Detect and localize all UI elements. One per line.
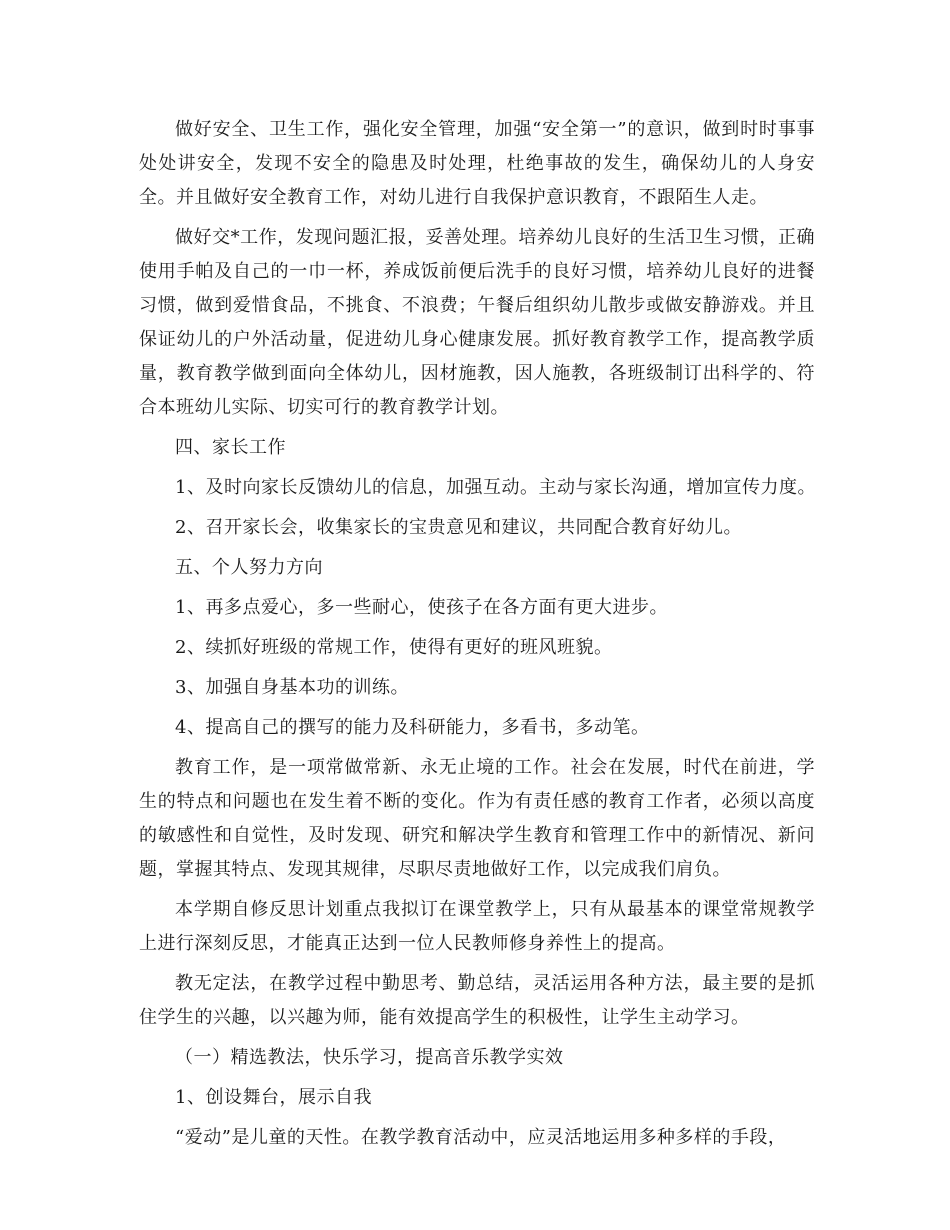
list-item-parent-1: 1、及时向家长反馈幼儿的信息，加强互动。主动与家长沟通，增加宣传力度。 xyxy=(175,477,816,498)
list-item-personal-2: 2、续抓好班级的常规工作，使得有更好的班风班貌。 xyxy=(175,637,613,658)
subheading-stage: 1、创设舞台，展示自我 xyxy=(175,1087,372,1108)
paragraph-education-work: 教育工作，是一项常做常新、永无止境的工作。社会在发展，时代在前进，学生的特点和问题也在发生着不断的变化。作为有责任感的教育工作者，必须以高度的敏感性和自觉性，及时发现、研究和解决学生教育和管理工作中的新情况、新问题，掌握其特点、发现其规律，尽职尽责地做好工作，以完成我们肩负。 xyxy=(139,757,815,880)
paragraph-reflection-plan: 本学期自修反思计划重点我拟订在课堂教学上，只有从最基本的课堂常规教学上进行深刻反思，才能真正达到一位人民教师修身养性上的提高。 xyxy=(139,899,815,954)
list-item-personal-3: 3、加强自身基本功的训练。 xyxy=(175,677,409,698)
paragraph-teaching-method: 教无定法，在教学过程中勤思考、勤总结，灵活运用各种方法，最主要的是抓住学生的兴趣，以兴趣为师，能有效提高学生的积极性，让学生主动学习。 xyxy=(139,973,815,1028)
document-body xyxy=(139,113,815,1155)
heading-parent-work: 四、家长工作 xyxy=(175,437,286,458)
list-item-personal-4: 4、提高自己的撰写的能力及科研能力，多看书，多动笔。 xyxy=(175,717,650,738)
paragraph-handover-work: 做好交*工作，发现问题汇报，妥善处理。培养幼儿良好的生活卫生习惯，正确使用手帕及自己的一巾一杯，养成饭前便后洗手的良好习惯，培养幼儿良好的进餐习惯，做到爱惜食品，不挑食、不浪费；午餐后组织幼儿散步或做安静游戏。并且保证幼儿的户外活动量，促进幼儿身心健康发展。抓好教育教学工作，提高教学质量，教育教学做到面向全体幼儿，因材施教，因人施教，各班级制订出科学的、符合本班幼儿实际、切实可行的教育教学计划。 xyxy=(139,227,815,418)
paragraph-children-nature: “爱动”是儿童的天性。在教学教育活动中，应灵活地运用多种多样的手段， xyxy=(175,1127,787,1148)
heading-section-one: （一）精选教法，快乐学习，提高音乐教学实效 xyxy=(175,1047,564,1068)
list-item-personal-1: 1、再多点爱心，多一些耐心，使孩子在各方面有更大进步。 xyxy=(175,597,668,618)
list-item-parent-2: 2、召开家长会，收集家长的宝贵意见和建议，共同配合教育好幼儿。 xyxy=(175,517,742,538)
heading-personal-direction: 五、个人努力方向 xyxy=(175,557,323,578)
paragraph-safety-hygiene: 做好安全、卫生工作，强化安全管理，加强“安全第一”的意识，做到时时事事处处讲安全，发现不安全的隐患及时处理，杜绝事故的发生，确保幼儿的人身安全。并且做好安全教育工作，对幼儿进行自我保护意识教育，不跟陌生人走。 xyxy=(139,119,815,208)
